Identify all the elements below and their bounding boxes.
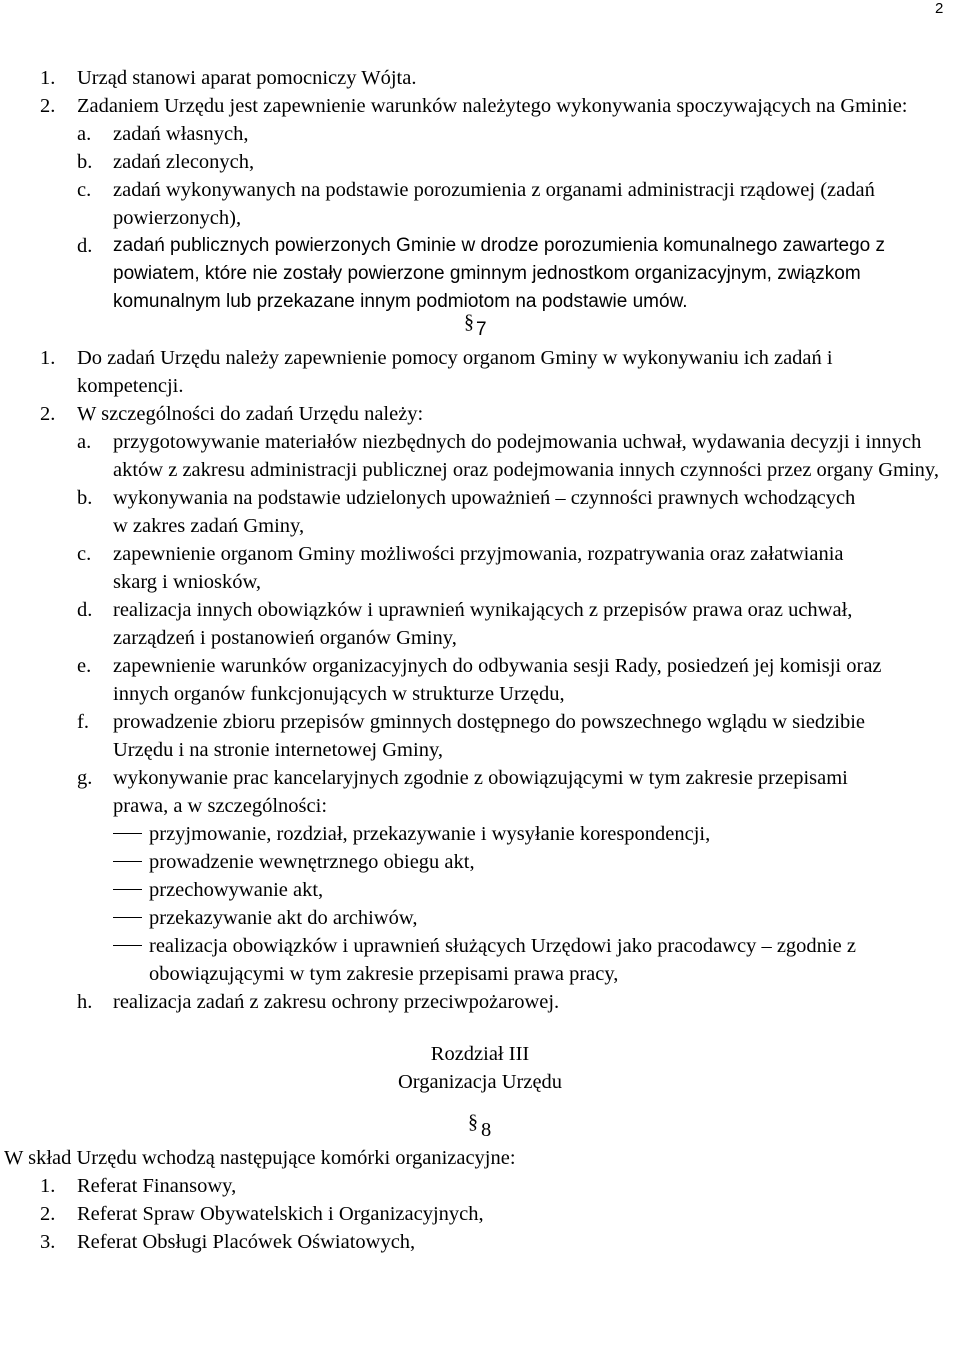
sublist-item — [0, 484, 960, 540]
sublist-text: zadań wykonywanych na podstawie porozumienia z organami administracji rządowej (zadań powierzonych), — [113, 179, 875, 229]
sublist-text: wykonywanie prac kancelaryjnych zgodnie z obowiązującymi w tym zakresie przepisami prawa, a w szczególności: — [113, 767, 848, 817]
sublist-marker: g. — [77, 767, 93, 789]
sublist-item — [0, 988, 960, 1016]
list-text: Referat Spraw Obywatelskich i Organizacyjnych, — [77, 1203, 484, 1225]
sublist-text: wykonywania na podstawie udzielonych upoważnień – czynności prawnych wchodzących w zakres zadań Gminy, — [113, 487, 856, 537]
dash-item — [0, 932, 960, 988]
sublist-marker: a. — [77, 123, 92, 145]
sublist-item — [0, 176, 960, 232]
page-number: 2 — [935, 0, 944, 17]
list-marker: 2. — [40, 1203, 56, 1225]
dash-bullet — [113, 945, 142, 946]
sublist-item — [0, 652, 960, 708]
list-marker: 1. — [40, 1175, 56, 1197]
list-text: Urząd stanowi aparat pomocniczy Wójta. — [77, 67, 417, 89]
sublist-marker: e. — [77, 655, 92, 677]
chapter-title: Rozdział III — [430, 1043, 530, 1065]
dash-bullet — [113, 833, 142, 834]
dash-bullet — [113, 889, 142, 890]
sublist-item — [0, 120, 960, 148]
dash-item — [0, 904, 960, 932]
list-item — [0, 1228, 960, 1256]
dash-text: przekazywanie akt do archiwów, — [149, 907, 418, 929]
sublist-text: zadań publicznych powierzonych Gminie w drodze porozumienia komunalnego zawartego z powiatem, które nie zostały powierzone gminnym jednostkom organizacyjnym, związkom komunalnym lub przekazane innym podmiotom na podstawie umów. — [113, 235, 886, 312]
list-text: Zadaniem Urzędu jest zapewnienie warunków należytego wykonywania spoczywających na Gminie: — [77, 95, 908, 117]
sublist-text: przygotowywanie materiałów niezbędnych do podejmowania uchwał, wydawania decyzji i innych aktów z zakresu administracji publicznej oraz podejmowania innych czynności przez organy Gminy, — [113, 431, 939, 481]
sublist-item — [0, 540, 960, 596]
document-body — [0, 64, 960, 1256]
sublist-marker: c. — [77, 179, 92, 201]
list-item — [0, 344, 960, 400]
list-item — [0, 400, 960, 428]
section-symbol: § — [468, 1111, 478, 1133]
sublist-text: zapewnienie warunków organizacyjnych do odbywania sesji Rady, posiedzeń jej komisji oraz innych organów funkcjonujących w strukturze Urzędu, — [113, 655, 882, 705]
dash-text: przechowywanie akt, — [149, 879, 324, 901]
sublist-text: realizacja innych obowiązków i uprawnień wynikających z przepisów prawa oraz uchwał, zarządzeń i postanowień organów Gminy, — [113, 599, 853, 649]
sublist-item — [0, 764, 960, 820]
dash-item — [0, 848, 960, 876]
list-marker: 2. — [40, 95, 56, 117]
sublist-marker: f. — [77, 711, 89, 733]
sublist-text: zadań własnych, — [113, 123, 249, 145]
dash-bullet — [113, 861, 142, 862]
sublist-item — [0, 232, 960, 316]
section-symbol: § — [464, 311, 474, 333]
sublist-marker: b. — [77, 487, 93, 509]
sublist-item — [0, 428, 960, 484]
sublist-item — [0, 596, 960, 652]
list-item — [0, 1172, 960, 1200]
list-text: Do zadań Urzędu należy zapewnienie pomocy organom Gminy w wykonywaniu ich zadań i kompetencji. — [77, 347, 833, 397]
list-marker: 1. — [40, 67, 56, 89]
list-item — [0, 64, 960, 92]
sublist-marker: c. — [77, 543, 92, 565]
list-text: Referat Finansowy, — [77, 1175, 237, 1197]
list-text: Referat Obsługi Placówek Oświatowych, — [77, 1231, 416, 1253]
section-number: 8 — [481, 1119, 492, 1141]
dash-text: prowadzenie wewnętrznego obiegu akt, — [149, 851, 475, 873]
section-intro-text: W skład Urzędu wchodzą następujące komórki organizacyjne: — [4, 1147, 516, 1169]
sublist-item — [0, 708, 960, 764]
sublist-marker: b. — [77, 151, 93, 173]
list-item — [0, 92, 960, 120]
sublist-text: zadań zleconych, — [113, 151, 255, 173]
sublist-marker: h. — [77, 991, 93, 1013]
list-marker: 1. — [40, 347, 56, 369]
list-item — [0, 1200, 960, 1228]
chapter-subtitle: Organizacja Urzędu — [397, 1071, 563, 1093]
section-intro — [0, 1144, 960, 1172]
list-marker: 3. — [40, 1231, 56, 1253]
section-8-heading — [0, 1111, 960, 1144]
sublist-marker: d. — [77, 599, 93, 621]
dash-item — [0, 820, 960, 848]
sublist-text: prowadzenie zbioru przepisów gminnych dostępnego do powszechnego wglądu w siedzibie Urzędu i na stronie internetowej Gminy, — [113, 711, 866, 761]
dash-text: realizacja obowiązków i uprawnień służących Urzędowi jako pracodawcy – zgodnie z obowiązującymi w tym zakresie przepisami prawa pracy, — [149, 935, 856, 985]
dash-text: przyjmowanie, rozdział, przekazywanie i wysyłanie korespondencji, — [149, 823, 711, 845]
dash-item — [0, 876, 960, 904]
sublist-text: realizacja zadań z zakresu ochrony przeciwpożarowej. — [113, 991, 560, 1013]
dash-bullet — [113, 917, 142, 918]
sublist-marker: d. — [77, 235, 93, 257]
section-number: 7 — [476, 319, 487, 340]
sublist-item — [0, 148, 960, 176]
list-text: W szczególności do zadań Urzędu należy: — [77, 403, 424, 425]
sublist-text: zapewnienie organom Gminy możliwości przyjmowania, rozpatrywania oraz załatwiania skarg i wniosków, — [113, 543, 844, 593]
section-7-heading — [0, 311, 960, 344]
list-marker: 2. — [40, 403, 56, 425]
sublist-marker: a. — [77, 431, 92, 453]
